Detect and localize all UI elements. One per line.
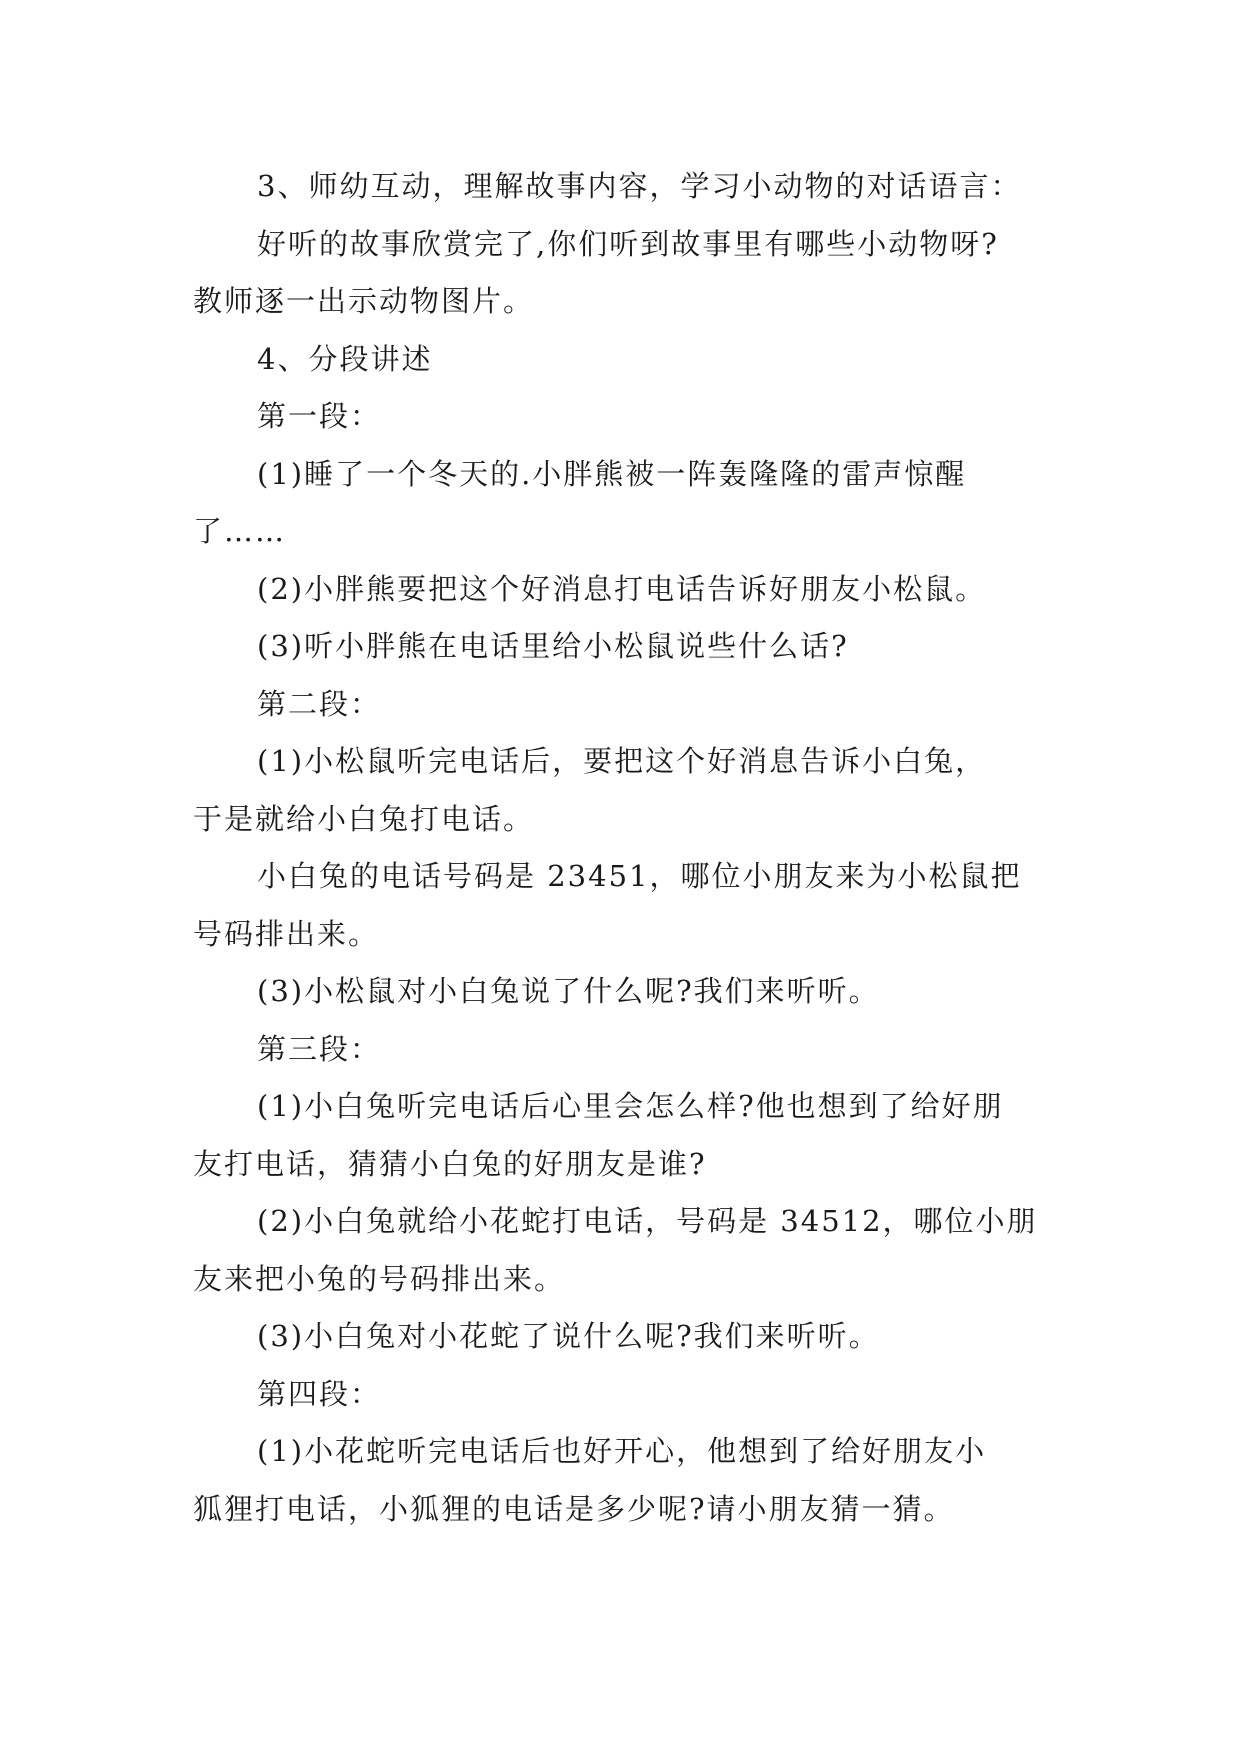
paragraph-line: (2)小胖熊要把这个好消息打电话告诉好朋友小松鼠。 xyxy=(257,572,987,606)
paragraph-line: (1)小白兔听完电话后心里会怎么样?他也想到了给好朋 xyxy=(257,1089,1004,1123)
part-4-heading: 第四段： xyxy=(257,1377,382,1411)
section-4-heading: 4、分段讲述 xyxy=(257,342,433,376)
section-3-heading: 3、师幼互动，理解故事内容，学习小动物的对话语言： xyxy=(257,169,1022,203)
paragraph-line: (1)小花蛇听完电话后也好开心，他想到了给好朋友小 xyxy=(257,1434,987,1468)
paragraph-line: (3)小松鼠对小白兔说了什么呢?我们来听听。 xyxy=(257,974,880,1008)
part-2-heading: 第二段： xyxy=(257,687,382,721)
paragraph-line: 友来把小兔的号码排出来。 xyxy=(193,1262,566,1296)
paragraph-line: 狐狸打电话，小狐狸的电话是多少呢?请小朋友猜一猜。 xyxy=(193,1492,955,1526)
paragraph-line: 教师逐一出示动物图片。 xyxy=(193,284,535,318)
paragraph-line: 好听的故事欣赏完了,你们听到故事里有哪些小动物呀? xyxy=(257,227,999,261)
part-3-heading: 第三段： xyxy=(257,1032,382,1066)
paragraph-line: (2)小白兔就给小花蛇打电话，号码是 34512，哪位小朋 xyxy=(257,1204,1038,1238)
paragraph-line: (1)睡了一个冬天的.小胖熊被一阵轰隆隆的雷声惊醒 xyxy=(257,457,967,491)
paragraph-line: 号码排出来。 xyxy=(193,917,380,951)
paragraph-line: (1)小松鼠听完电话后，要把这个好消息告诉小白兔， xyxy=(257,744,987,778)
paragraph-line: 了…… xyxy=(193,514,287,548)
paragraph-line: 友打电话，猜猜小白兔的好朋友是谁? xyxy=(193,1147,707,1181)
paragraph-line: (3)小白兔对小花蛇了说什么呢?我们来听听。 xyxy=(257,1319,880,1353)
part-1-heading: 第一段： xyxy=(257,399,382,433)
paragraph-line: 小白兔的电话号码是 23451，哪位小朋友来为小松鼠把 xyxy=(257,859,1022,893)
paragraph-line: (3)听小胖熊在电话里给小松鼠说些什么话? xyxy=(257,629,849,663)
paragraph-line: 于是就给小白兔打电话。 xyxy=(193,802,535,836)
